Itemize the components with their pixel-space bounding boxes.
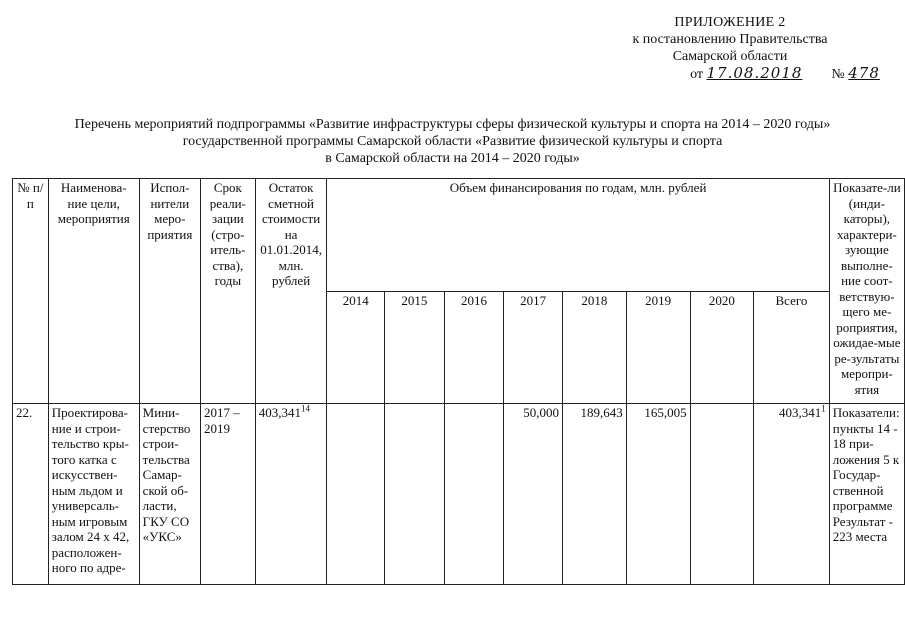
appendix-line2: Самарской области [672, 49, 788, 64]
appendix-line1: к постановлению Правительства [632, 32, 828, 47]
header-year: 2020 [690, 291, 754, 404]
header-indicators: Показате-ли (инди-каторы), характери-зующие выполне-ние соот-ветствую-щего ме-роприятия, ожидае-мые ре-зультаты меропри-ятия [829, 179, 904, 404]
row-name: Проектирова-ние и строи-тельство кры-того катка с искусствен-ным льдом и универсаль-ным игровым залом 24 х 42, расположен-ного по адре- [48, 404, 139, 585]
header-total: Всего [754, 291, 830, 404]
header-remaining: Остаток сметной стоимости на 01.01.2014, млн. рублей [255, 179, 327, 404]
table-row [13, 404, 905, 585]
row-executors: Мини-стерство строи-тельства Самар-ской об-ласти, ГКУ СО «УКС» [139, 404, 200, 585]
row-remaining [255, 404, 327, 585]
row-year-value [690, 404, 754, 585]
header-num: № п/п [13, 179, 49, 404]
decree-date: 17.08.2018 [706, 64, 803, 82]
header-year: 2015 [385, 291, 445, 404]
date-prefix: от [690, 67, 704, 82]
row-total-value: 403,341 [779, 405, 822, 420]
row-indicators: Показатели: пункты 14 - 18 при-ложения 5 к Государ-ственной программе Результат - 223 места [829, 404, 904, 585]
funding-table [12, 178, 905, 585]
decree-line [560, 65, 900, 83]
row-year-value: 165,005 [626, 404, 690, 585]
row-remaining-footnote: 14 [300, 403, 310, 414]
row-year-value: 50,000 [504, 404, 563, 585]
header-term: Срок реали-зации (стро-итель-ства), годы [201, 179, 256, 404]
header-year: 2019 [626, 291, 690, 404]
header-year: 2014 [327, 291, 385, 404]
header-row-1 [13, 179, 905, 292]
appendix-title: ПРИЛОЖЕНИЕ 2 [674, 15, 786, 30]
row-year-value [444, 404, 504, 585]
row-total [754, 404, 830, 585]
header-year: 2018 [563, 291, 627, 404]
number-label: № [831, 67, 845, 82]
header-funding-group: Объем финансирования по годам, млн. рублей [327, 179, 829, 292]
row-term: 2017 – 2019 [201, 404, 256, 585]
header-executors: Испол-нители меро-приятия [139, 179, 200, 404]
row-total-footnote: 1 [821, 403, 826, 414]
row-year-value [327, 404, 385, 585]
appendix-header [560, 14, 900, 83]
decree-number: 478 [848, 64, 880, 82]
document-title [0, 116, 905, 167]
header-year: 2016 [444, 291, 504, 404]
header-year: 2017 [504, 291, 563, 404]
title-line2: государственной программы Самарской области «Развитие физической культуры и спорта [182, 134, 723, 149]
title-line1: Перечень мероприятий подпрограммы «Развитие инфраструктуры сферы физической культуры и спорта на 2014 – 2020 годы» [74, 117, 831, 132]
row-year-value: 189,643 [563, 404, 627, 585]
header-name: Наименова-ние цели, мероприятия [48, 179, 139, 404]
row-num: 22. [13, 404, 49, 585]
row-year-value [385, 404, 445, 585]
row-remaining-value: 403,341 [258, 405, 301, 420]
title-line3: в Самарской области на 2014 – 2020 годы» [325, 151, 580, 166]
